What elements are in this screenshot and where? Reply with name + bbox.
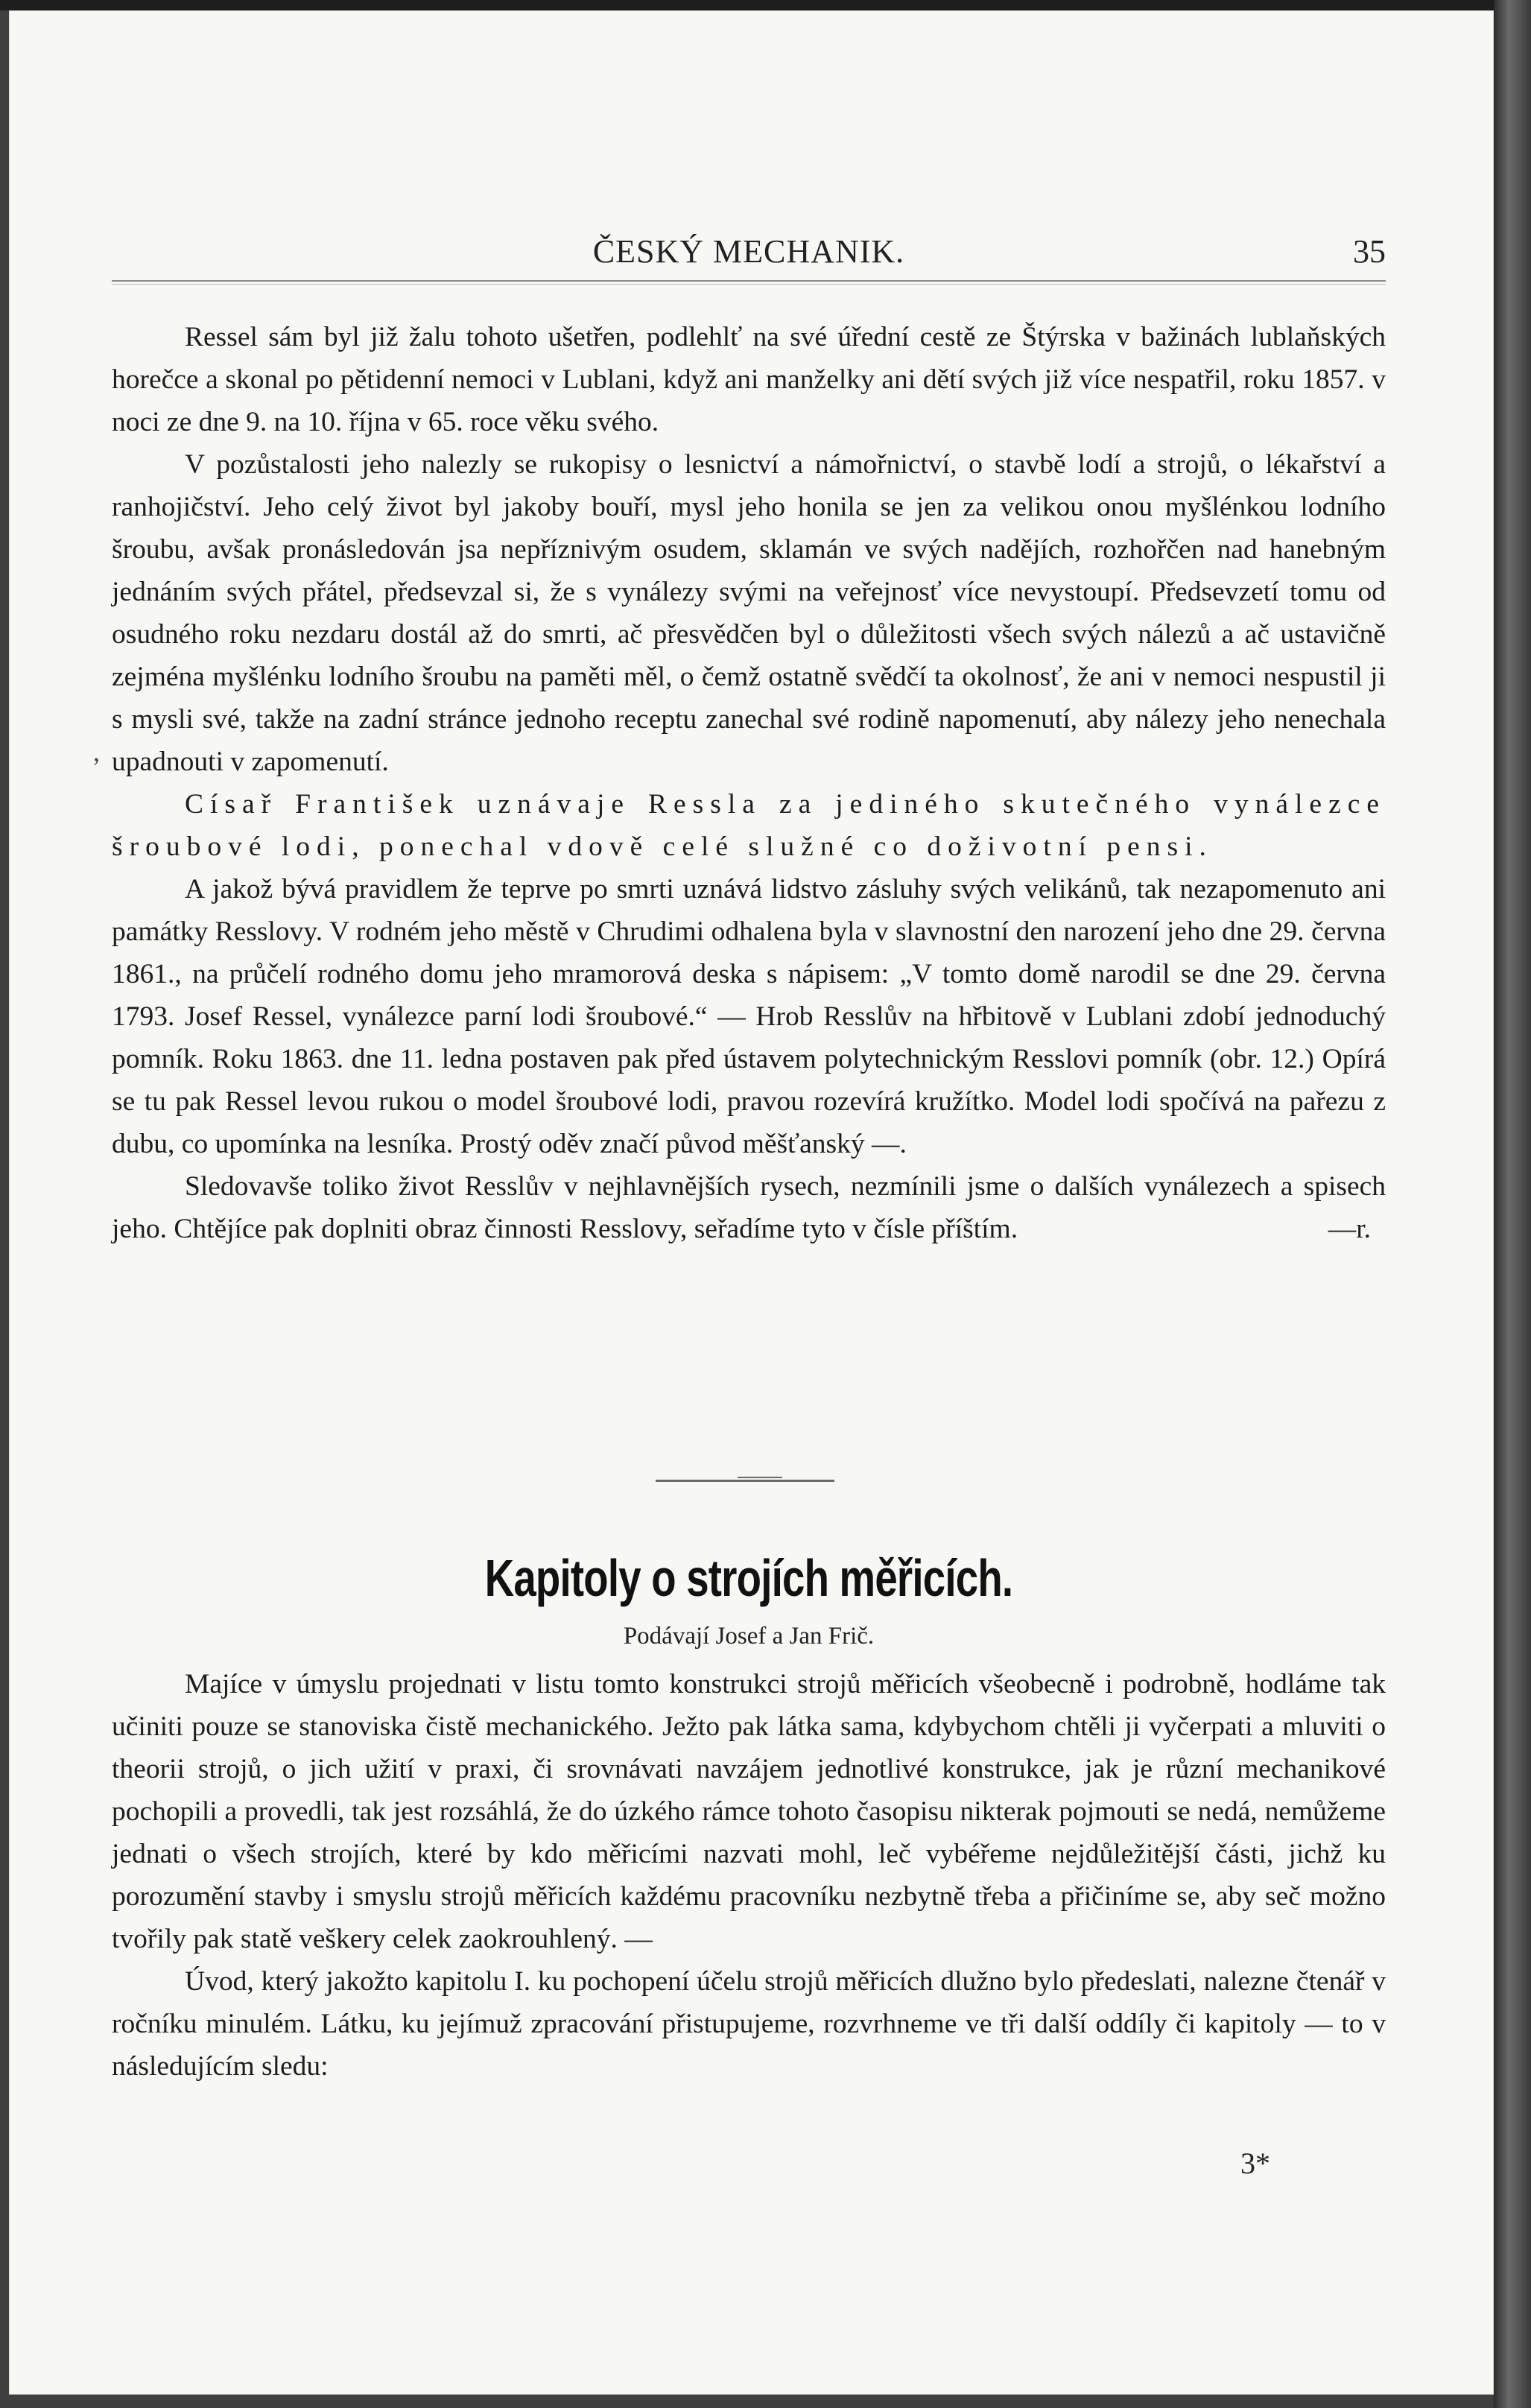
article-title: Kapitoly o strojích měřicích. (484, 1549, 1013, 1607)
paragraph: Sledovavše toliko život Resslův v nejhlavnějších rysech, nezmínili jsme o dalších vynálezech a spisech jeho. Chtějíce pak doplniti obraz činnosti Resslovy, seřadíme tyto v čísle příštím. (112, 1171, 1386, 1244)
header-rule (112, 280, 1386, 285)
scan-border-top (0, 0, 1531, 10)
paragraph: A jakož bývá pravidlem že teprve po smrti uznává lidstvo zásluhy svých velikánů, tak nezapomenuto ani památky Resslovy. V rodném jeho městě v Chrudimi odhalena byla v slavnostní den narození jeho dne 29. června 1861., na průčelí rodného domu jeho mramorová deska s nápisem: „V tomto domě narodil se dne 29. června 1793. Josef Ressel, vynálezce parní lodi šroubové.“ — Hrob Resslův na hřbitově v Lublani zdobí jednoduchý pomník. Roku 1863. dne 11. ledna postaven pak před ústavem polytechnickým Resslovi pomník (obr. 12.) Opírá se tu pak Ressel levou rukou o model šroubové lodi, pravou rozevírá kružítko. Model lodi spočívá na pařezu z dubu, co upomínka na lesníka. Prostý oděv značí původ měšťanský —. (112, 874, 1386, 1159)
article-measuring-machines (112, 1663, 1386, 2088)
scan-border-right (1494, 0, 1531, 2408)
paragraph: Majíce v úmyslu projednati v listu tomto konstrukci strojů měřicích všeobecně i podrobně, hodláme tak učiniti pouze se stanoviska čistě mechanického. Ježto pak látka sama, kdybychom chtěli ji vyčerpati a mluviti o theorii strojů, o jich užití v praxi, či srovnávati navzájem jednotlivé konstrukce, jak je různí mechanikové pochopili a provedli, tak jest rozsáhlá, že do úzkého rámce tohoto časopisu nikterak pojmouti se nedá, nemůžeme jednati o všech strojích, které by kdo měřicími nazvati mohl, leč vybéřeme nejdůležitější části, jichž ku porozumění stavby i smyslu strojů měřicích každému pracovníku nezbytně třeba a přičiníme se, aby seč možno tvořily pak statě veškery celek zaokrouhlený. — (112, 1669, 1386, 1954)
paragraph: Úvod, který jakožto kapitolu I. ku pochopení účelu strojů měřicích dlužno bylo předeslati, nalezne čtenář v ročníku minulém. Látku, ku jejímuž zpracování přistupujeme, rozvrhneme ve tři další oddíly či kapitoly — to v následujícím sledu: (112, 1966, 1386, 2082)
article-ressel (112, 316, 1386, 1250)
author-signature: —r. (1328, 1214, 1371, 1244)
page-header (112, 232, 1386, 277)
paragraph: V pozůstalosti jeho nalezly se rukopisy o lesnictví a námořnictví, o stavbě lodí a strojů, o lékařství a ranhojičství. Jeho celý život byl jakoby bouří, mysl jeho honila se jen za velikou onou myšlénkou lodního šroubu, avšak pronásledován jsa nepříznivým osudem, sklamán ve svých nadějích, rozhořčen nad hanebným jednáním svých přátel, předsevzal si, že s vynálezy svými na veřejnosť více nevystoupí. Předsevzetí tomu od osudného roku nezdaru dostál až do smrti, ač přesvědčen byl o důležitosti všech svých nálezů a ač ustavičně zejména myšlénku lodního šroubu na paměti měl, o čemž ostatně svědčí ta okolnosť, že ani v nemoci nespustil ji s mysli své, takže na zadní stránce jednoho receptu zanechal své rodině napomenutí, aby nálezy jeho nenechala upadnouti v zapomenutí. (112, 449, 1386, 777)
section-divider (656, 1480, 834, 1482)
paragraph: Ressel sám byl již žalu tohoto ušetřen, podlehlť na své úřední cestě ze Štýrska v bažinách lublaňských horečce a skonal po pětidenní nemoci v Lublani, když ani manželky ani dětí svých již více nespatřil, roku 1857. v noci ze dne 9. na 10. října v 65. roce věku svého. (112, 322, 1386, 437)
signature-mark: 3* (1240, 2146, 1270, 2180)
paragraph-spaced: Císař František uznávaje Ressla za jediného skutečného vynálezce šroubové lodi, ponechal vdově celé služné co doživotní pensi. (112, 789, 1386, 862)
page-number: 35 (1353, 233, 1386, 270)
margin-mark: , (93, 737, 100, 767)
running-title: ČESKÝ MECHANIK. (592, 233, 905, 270)
article-byline: Podávají Josef a Jan Frič. (623, 1623, 875, 1650)
